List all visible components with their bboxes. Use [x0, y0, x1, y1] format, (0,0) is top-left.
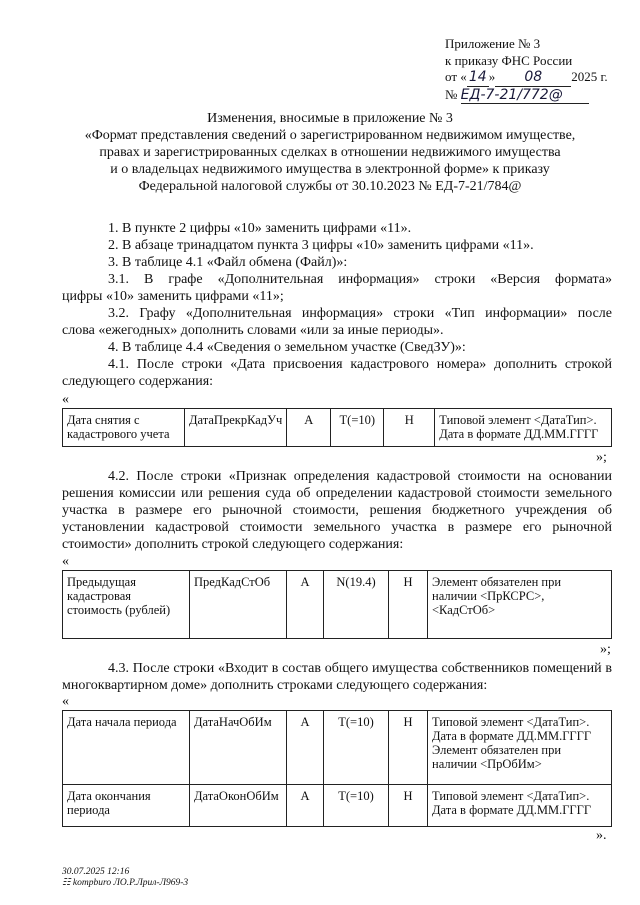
cell-format: T(=10) [324, 785, 389, 827]
footer-timestamp: 30.07.2025 12:16 [62, 867, 130, 877]
table-row [63, 409, 612, 447]
cell-extra-info: Типовой элемент <ДатаТип>. Дата в формате ДД.ММ.ГГГГ Элемент обязателен при наличии <ПрОбИм> [428, 711, 612, 785]
item-4-1-line1: 4.1. После строки «Дата присвоения кадастрового номера» дополнить строкой [108, 357, 612, 372]
quote-open-1: « [62, 392, 69, 407]
quote-open-3: « [62, 694, 69, 709]
item-3-1-line2: цифры «10» заменить цифрами «11»; [62, 289, 284, 304]
file-icon: ☷ [62, 878, 71, 888]
table-previous-cadastral-value [62, 570, 612, 639]
cell-format: T(=10) [324, 711, 389, 785]
cell-extra-info: Типовой элемент <ДатаТип>. Дата в формате ДД.ММ.ГГГГ [428, 785, 612, 827]
cell-element-name: Дата снятия с кадастрового учета [63, 409, 185, 447]
cell-short-name: ДатаНачОбИм [190, 711, 287, 785]
cell-extra-info: Элемент обязателен при наличии <ПрКСРС>, <КадСтОб> [428, 571, 612, 639]
quote-open-2: « [62, 554, 69, 569]
item-4-2: 4.2. После строки «Признак определения кадастровой стоимости на основании решения комиссии или решения суда об определении кадастровой стоимости земельного участка в размере его рыночной стоимости, решения бюджетного учреждения об установлении кадастровой стоимости земельного участка в размере его рыночной стоимости» дополнить строкой следующего содержания: [62, 469, 612, 552]
order-number: № ЕД-7-21/772@ [445, 87, 608, 105]
cell-short-name: ПредКадСтОб [190, 571, 287, 639]
cell-required: Н [384, 409, 435, 447]
cell-format: N(19.4) [324, 571, 389, 639]
cell-element-name: Дата окончания периода [63, 785, 190, 827]
cell-short-name: ДатаОконОбИм [190, 785, 287, 827]
table-common-property-period [62, 710, 612, 827]
cell-attribute: А [287, 409, 331, 447]
quote-close-1: »; [596, 450, 607, 465]
item-3-1-line1: 3.1. В графе «Дополнительная информация» строки «Версия формата» [108, 272, 612, 287]
cell-format: T(=10) [331, 409, 384, 447]
order-number-handwritten: ЕД-7-21/772@ [461, 87, 589, 105]
item-4-1-line2: следующего содержания: [62, 374, 214, 389]
item-3-2-line2: слова «ежегодных» дополнить словами «или за иные периоды». [62, 323, 444, 338]
quote-close-2: »; [600, 642, 611, 657]
cell-element-name: Дата начала периода [63, 711, 190, 785]
item-4: 4. В таблице 4.4 «Сведения о земельном участке (СведЗУ)»: [108, 340, 466, 355]
order-date: от « 14 » 08 2025 г. [445, 69, 608, 85]
footer-stamp [62, 867, 188, 889]
cell-required: Н [389, 571, 428, 639]
date-day: 14 [467, 69, 489, 87]
cell-attribute: А [287, 785, 324, 827]
cell-required: Н [389, 785, 428, 827]
table-row [63, 785, 612, 827]
cell-element-name: Предыдущая кадастровая стоимость (рублей) [63, 571, 190, 639]
cell-attribute: А [287, 711, 324, 785]
item-3: 3. В таблице 4.1 «Файл обмена (Файл)»: [108, 255, 348, 270]
order-reference: к приказу ФНС России [445, 52, 573, 68]
item-2: 2. В абзаце тринадцатом пункта 3 цифры «10» заменить цифрами «11». [108, 238, 534, 253]
cell-extra-info: Типовой элемент <ДатаТип>. Дата в формате ДД.ММ.ГГГГ [435, 409, 612, 447]
item-1: 1. В пункте 2 цифры «10» заменить цифрами «11». [108, 221, 412, 236]
appendix-label: Приложение № 3 [445, 36, 541, 51]
item-4-3: 4.3. После строки «Входит в состав общего имущества собственников помещений в многоквартирном доме» дополнить строками следующего содержания: [62, 661, 612, 693]
date-month: 08 [495, 69, 571, 87]
order-header [445, 36, 608, 104]
table-land-removal [62, 408, 612, 447]
quote-close-3: ». [596, 828, 607, 843]
table-row [63, 711, 612, 785]
item-3-2-line1: 3.2. Графу «Дополнительная информация» строки «Тип информации» после [108, 306, 612, 321]
table-row [63, 571, 612, 639]
cell-short-name: ДатаПрекрКадУч [185, 409, 287, 447]
footer-file-ref: ☷ kompburo ЛО.Р.Лрил-Л969-3 [62, 878, 189, 888]
cell-attribute: А [287, 571, 324, 639]
cell-required: Н [389, 711, 428, 785]
document-title: Изменения, вносимые в приложение № 3 «Формат представления сведений о зарегистрированном недвижимом имуществе, правах и зарегистрированных сделках в отношении недвижимого имущества и о владельцах недвижимого имущества в электронной форме» к приказу Федеральной налоговой службы от 30.10.2023 № ЕД-7-21/784@ [84, 111, 576, 194]
